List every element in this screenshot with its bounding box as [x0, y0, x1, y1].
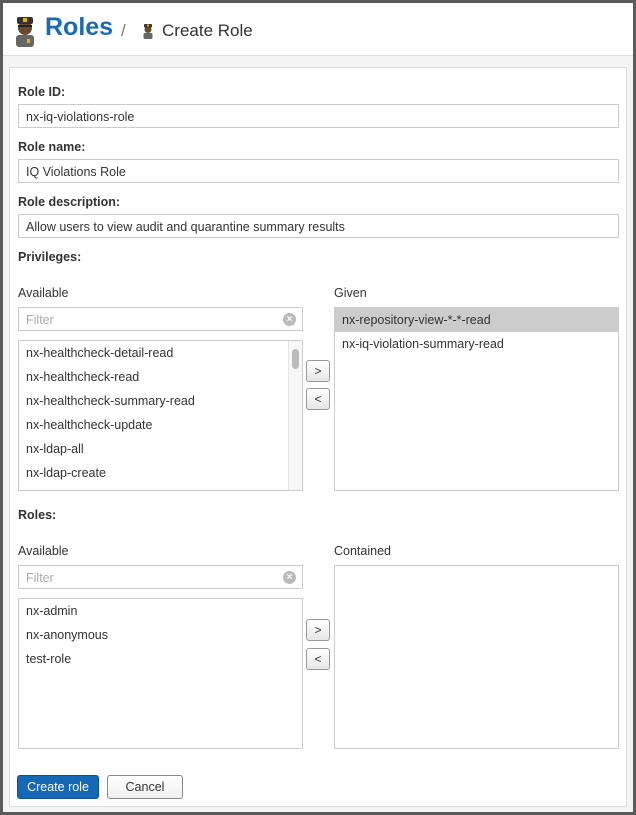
list-item[interactable]: nx-healthcheck-update	[26, 418, 153, 432]
breadcrumb-separator: /	[121, 21, 126, 40]
privileges-available-list[interactable]	[18, 340, 303, 491]
role-name-input[interactable]: IQ Violations Role	[18, 159, 619, 183]
list-item[interactable]: nx-admin	[26, 604, 78, 618]
role-description-label: Role description:	[18, 195, 121, 209]
police-officer-icon	[11, 13, 39, 47]
privileges-given-label: Given	[334, 286, 367, 300]
police-officer-icon	[141, 22, 155, 39]
create-role-form	[9, 67, 627, 807]
list-item[interactable]: nx-healthcheck-read	[26, 370, 140, 384]
roles-label: Roles:	[18, 508, 57, 522]
privileges-given-list[interactable]	[334, 307, 619, 491]
list-item[interactable]: nx-repository-view-*-*-read	[335, 308, 618, 332]
privileges-label: Privileges:	[18, 250, 82, 264]
filter-placeholder: Filter	[26, 313, 54, 327]
roles-available-list[interactable]	[18, 598, 303, 749]
role-id-label: Role ID:	[18, 85, 66, 99]
clear-filter-icon[interactable]: ×	[283, 571, 296, 584]
roles-filter-input[interactable]	[18, 565, 303, 589]
create-role-window	[3, 3, 633, 812]
create-role-button[interactable]: Create role	[17, 775, 99, 799]
filter-placeholder: Filter	[26, 571, 54, 585]
remove-role-button[interactable]: <	[306, 648, 330, 670]
list-item[interactable]: nx-healthcheck-detail-read	[26, 346, 174, 360]
page-title[interactable]: Roles	[45, 13, 114, 41]
page-header	[3, 3, 633, 56]
remove-privilege-button[interactable]: <	[306, 388, 330, 410]
list-item[interactable]: test-role	[26, 652, 72, 666]
roles-contained-list[interactable]	[334, 565, 619, 749]
privileges-filter-input[interactable]	[18, 307, 303, 331]
list-item[interactable]: nx-ldap-all	[26, 442, 84, 456]
breadcrumb-current: Create Role	[162, 21, 253, 40]
role-id-input[interactable]: nx-iq-violations-role	[18, 104, 619, 128]
list-item[interactable]: nx-anonymous	[26, 628, 108, 642]
list-item[interactable]: nx-iq-violation-summary-read	[342, 337, 504, 351]
add-privilege-button[interactable]: >	[306, 360, 330, 382]
role-description-input[interactable]: Allow users to view audit and quarantine summary results	[18, 214, 619, 238]
add-role-button[interactable]: >	[306, 619, 330, 641]
cancel-button[interactable]: Cancel	[107, 775, 183, 799]
list-item[interactable]: nx-healthcheck-summary-read	[26, 394, 195, 408]
role-name-label: Role name:	[18, 140, 86, 154]
roles-available-label: Available	[18, 544, 69, 558]
clear-filter-icon[interactable]: ×	[283, 313, 296, 326]
scrollbar[interactable]	[288, 341, 302, 490]
roles-contained-label: Contained	[334, 544, 391, 558]
scrollbar-thumb[interactable]	[292, 349, 299, 369]
list-item[interactable]: nx-ldap-create	[26, 466, 106, 480]
privileges-available-label: Available	[18, 286, 69, 300]
